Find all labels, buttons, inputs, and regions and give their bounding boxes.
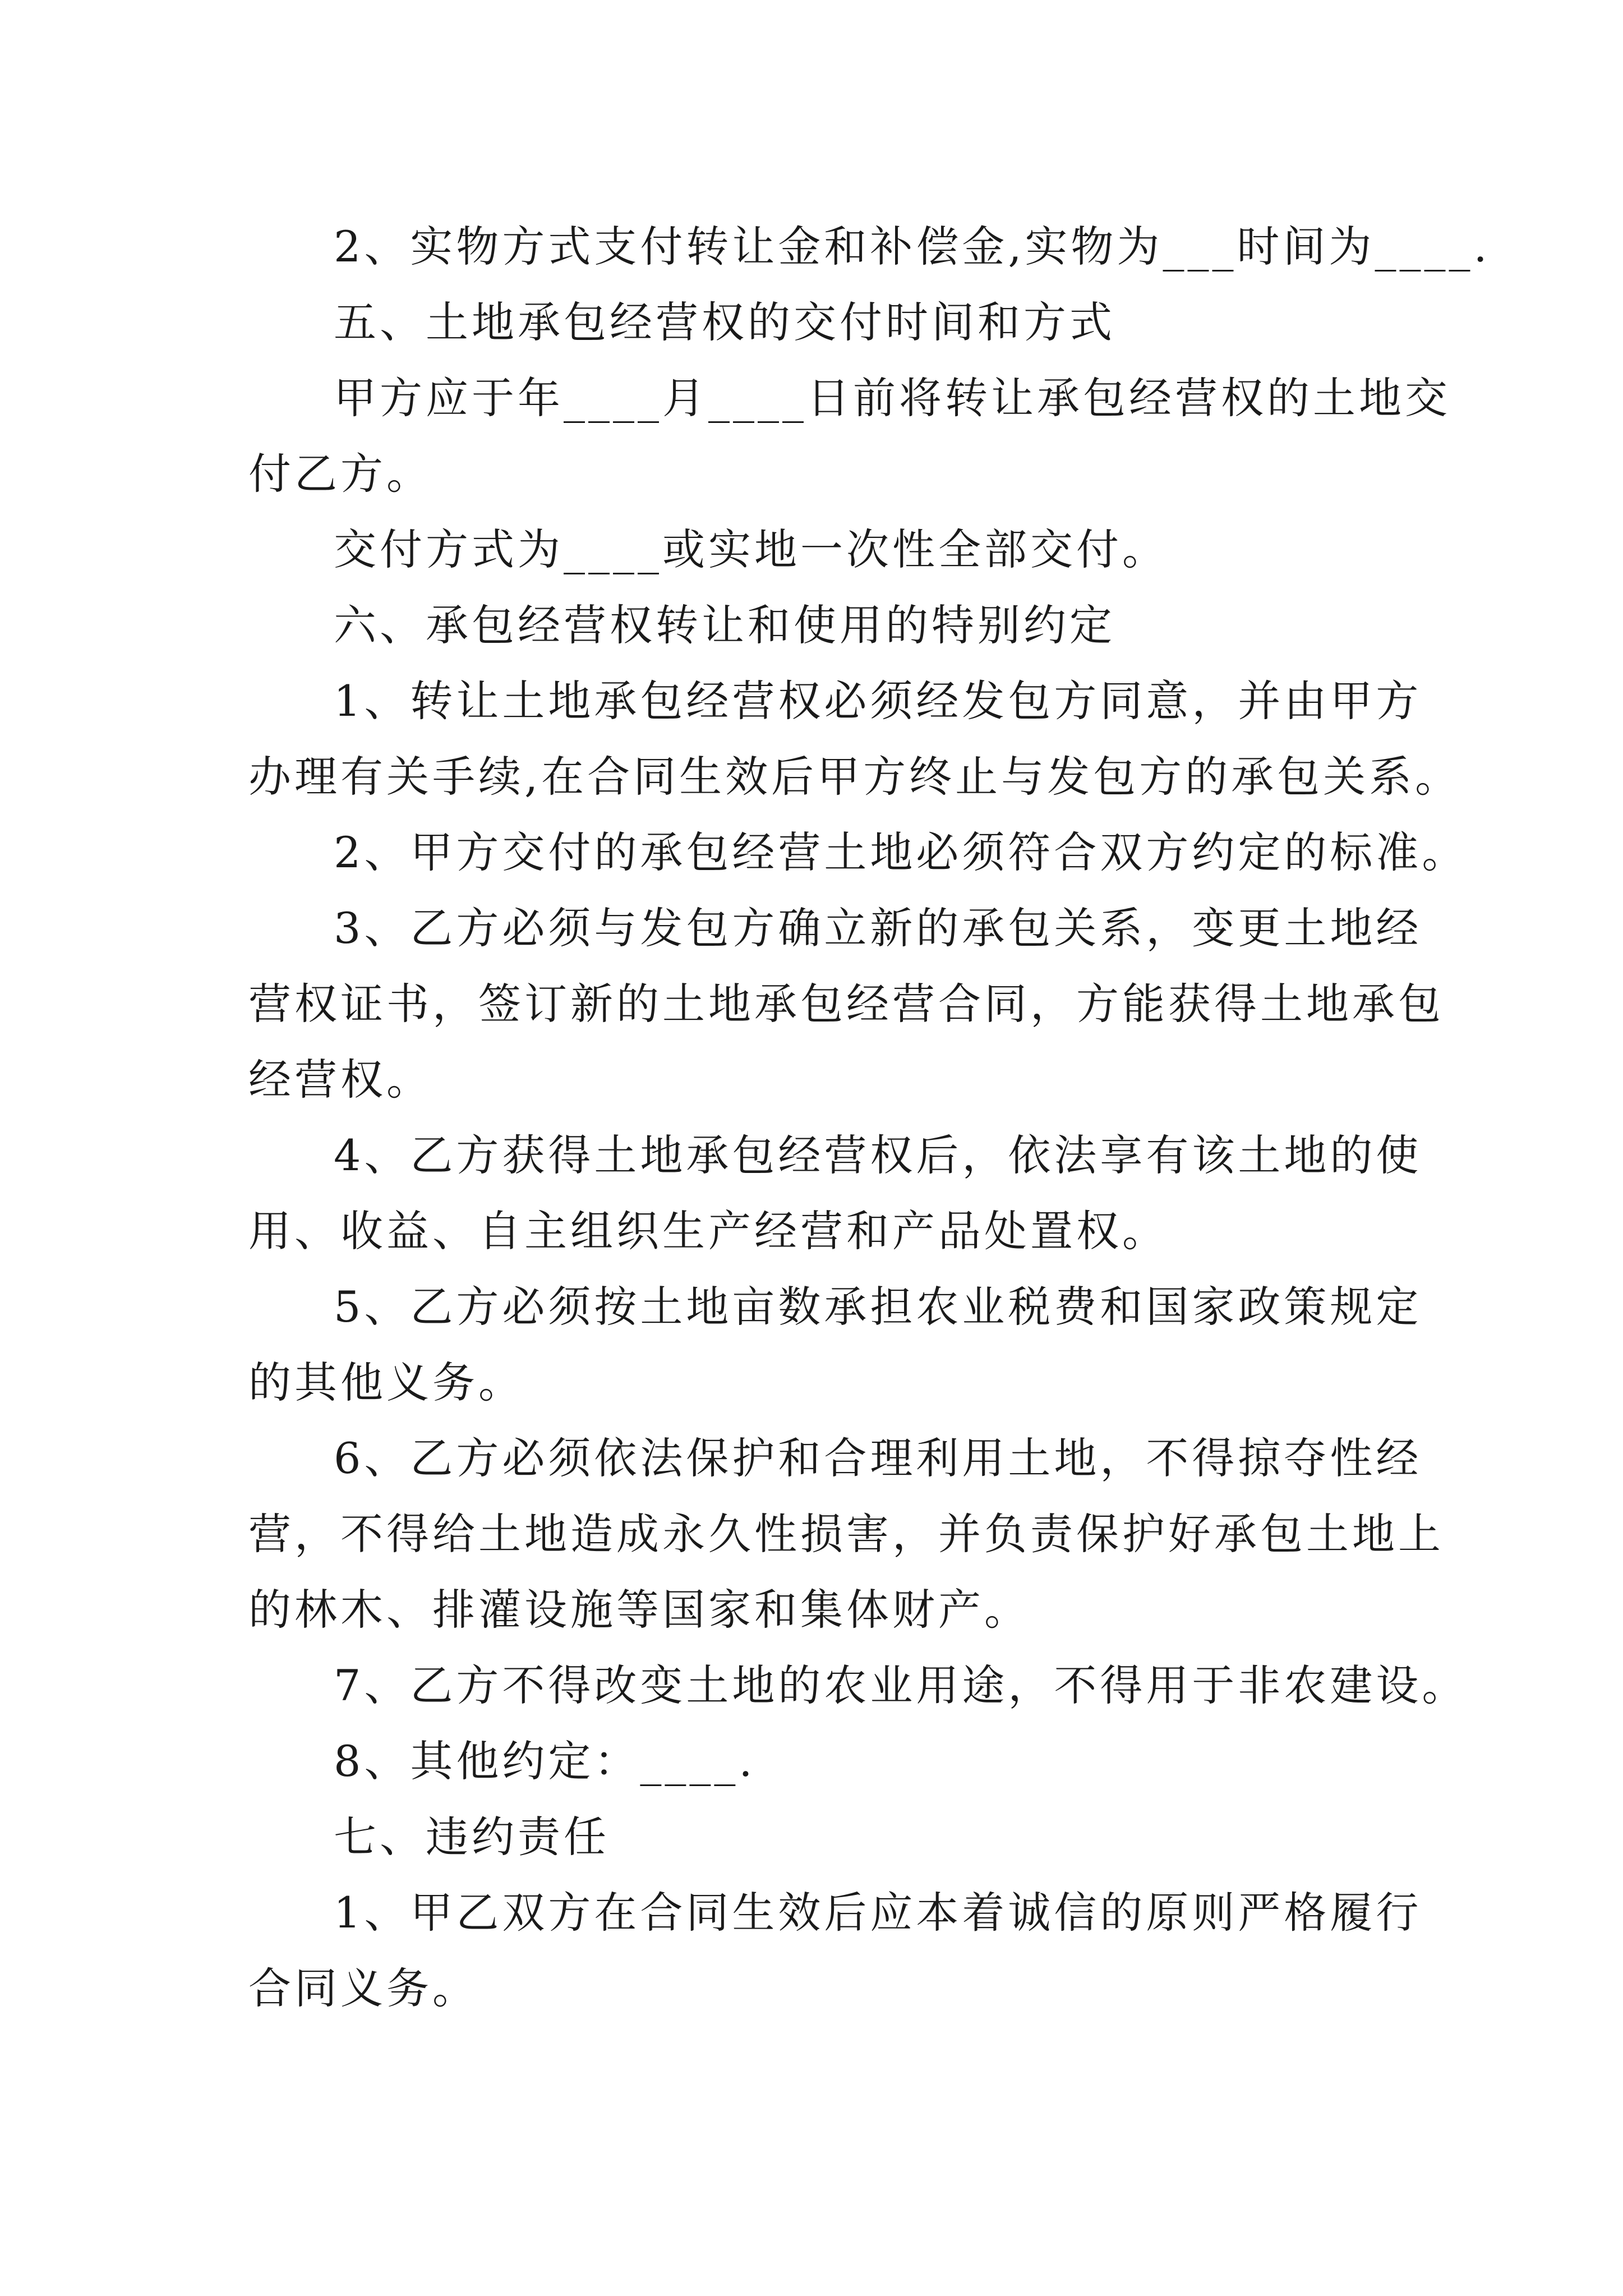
text-line: 办理有关手续,在合同生效后甲方终止与发包方的承包关系。	[248, 752, 1461, 802]
document-body	[248, 209, 1491, 2026]
text-line: 5、乙方必须按土地亩数承担农业税费和国家政策规定	[334, 1282, 1422, 1332]
text-line: 交付方式为____或实地一次性全部交付。	[334, 524, 1168, 574]
text-line: 甲方应于年____月____日前将转让承包经营权的土地交	[334, 373, 1451, 423]
text-line: 付乙方。	[248, 449, 432, 499]
section-heading: 五、土地承包经营权的交付时间和方式	[334, 297, 1115, 347]
text-line: 合同义务。	[248, 1963, 478, 2013]
text-line: 营，不得给土地造成永久性损害，并负责保护好承包土地上	[248, 1509, 1444, 1559]
text-line: 的林木、排灌设施等国家和集体财产。	[248, 1585, 1030, 1635]
text-line: 7、乙方不得改变土地的农业用途，不得用于非农建设。	[334, 1660, 1468, 1710]
text-line: 2、甲方交付的承包经营土地必须符合双方约定的标准。	[334, 827, 1468, 877]
text-line: 1、转让土地承包经营权必须经发包方同意，并由甲方	[334, 676, 1422, 726]
text-line: 3、乙方必须与发包方确立新的承包关系，变更土地经	[334, 903, 1422, 953]
text-line: 8、其他约定：____.	[334, 1736, 756, 1786]
text-line: 4、乙方获得土地承包经营权后，依法享有该土地的使	[334, 1130, 1422, 1180]
text-line: 1、甲乙双方在合同生效后应本着诚信的原则严格履行	[334, 1888, 1422, 1938]
text-line: 经营权。	[248, 1055, 432, 1105]
text-line: 营权证书，签订新的土地承包经营合同，方能获得土地承包	[248, 979, 1444, 1029]
text-line: 用、收益、自主组织生产经营和产品处置权。	[248, 1206, 1168, 1256]
text-line: 的其他义务。	[248, 1358, 524, 1407]
section-heading: 六、承包经营权转让和使用的特别约定	[334, 600, 1115, 650]
text-line: 2、实物方式支付转让金和补偿金,实物为___时间为____.	[334, 222, 1491, 272]
text-line: 6、乙方必须依法保护和合理利用土地，不得掠夺性经	[334, 1433, 1422, 1483]
section-heading: 七、违约责任	[334, 1812, 610, 1862]
